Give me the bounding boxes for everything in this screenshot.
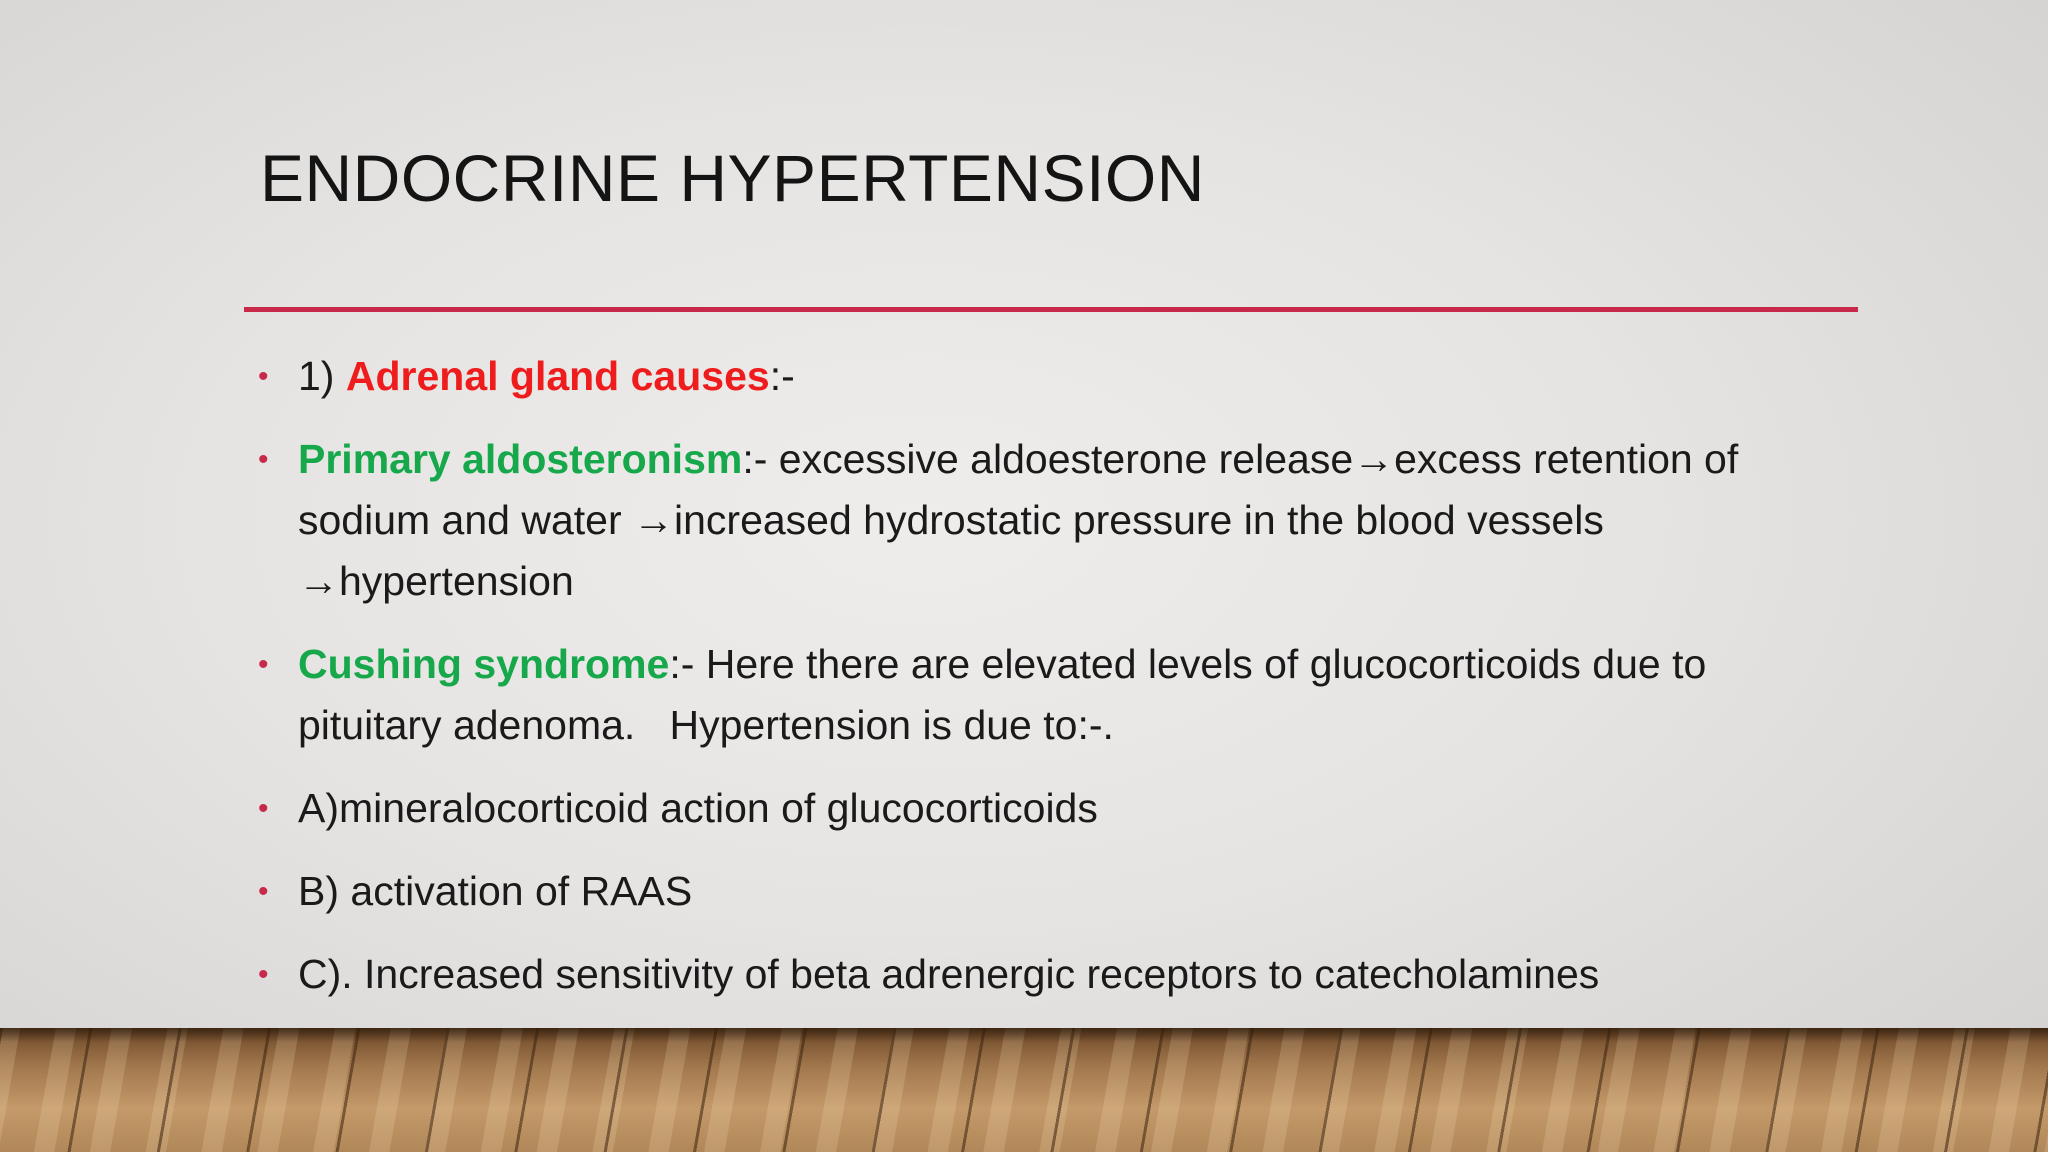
floor-shadow xyxy=(0,1028,2048,1042)
bullet-list xyxy=(258,346,1818,1027)
bullet-item xyxy=(258,778,1818,839)
bullet-text: B) activation of RAAS xyxy=(298,868,693,914)
bullet-prefix: 1) xyxy=(298,353,346,399)
bullet-item xyxy=(258,429,1818,612)
title-divider xyxy=(244,307,1858,312)
bullet-suffix: :- xyxy=(769,353,795,399)
bullet-highlight: Primary aldosteronism xyxy=(298,436,743,482)
bullet-dot-icon: • xyxy=(258,958,269,991)
bullet-item xyxy=(258,634,1818,756)
bullet-item xyxy=(258,944,1818,1005)
bullet-highlight: Adrenal gland causes xyxy=(345,353,770,399)
bullet-dot-icon: • xyxy=(258,875,269,908)
bullet-dot-icon: • xyxy=(258,360,269,393)
bullet-dot-icon: • xyxy=(258,648,269,681)
bullet-suffix: :- Here there are elevated levels of glucocorticoids due to pituitary adenoma. Hypertension is due to:-. xyxy=(298,641,1718,748)
bullet-suffix: :- excessive aldoesterone release→excess retention of sodium and water →increased hydrostatic pressure in the blood vessels →hypertension xyxy=(298,436,1739,604)
bullet-dot-icon: • xyxy=(258,443,269,476)
slide-title: ENDOCRINE HYPERTENSION xyxy=(260,141,1205,215)
bullet-text: A)mineralocorticoid action of glucocorticoids xyxy=(298,785,1098,831)
bullet-item xyxy=(258,861,1818,922)
bullet-item xyxy=(258,346,1818,407)
wooden-floor-image xyxy=(0,1028,2048,1152)
bullet-text: C). Increased sensitivity of beta adrenergic receptors to catecholamines xyxy=(298,951,1600,997)
bullet-dot-icon: • xyxy=(258,792,269,825)
bullet-highlight: Cushing syndrome xyxy=(298,641,670,687)
